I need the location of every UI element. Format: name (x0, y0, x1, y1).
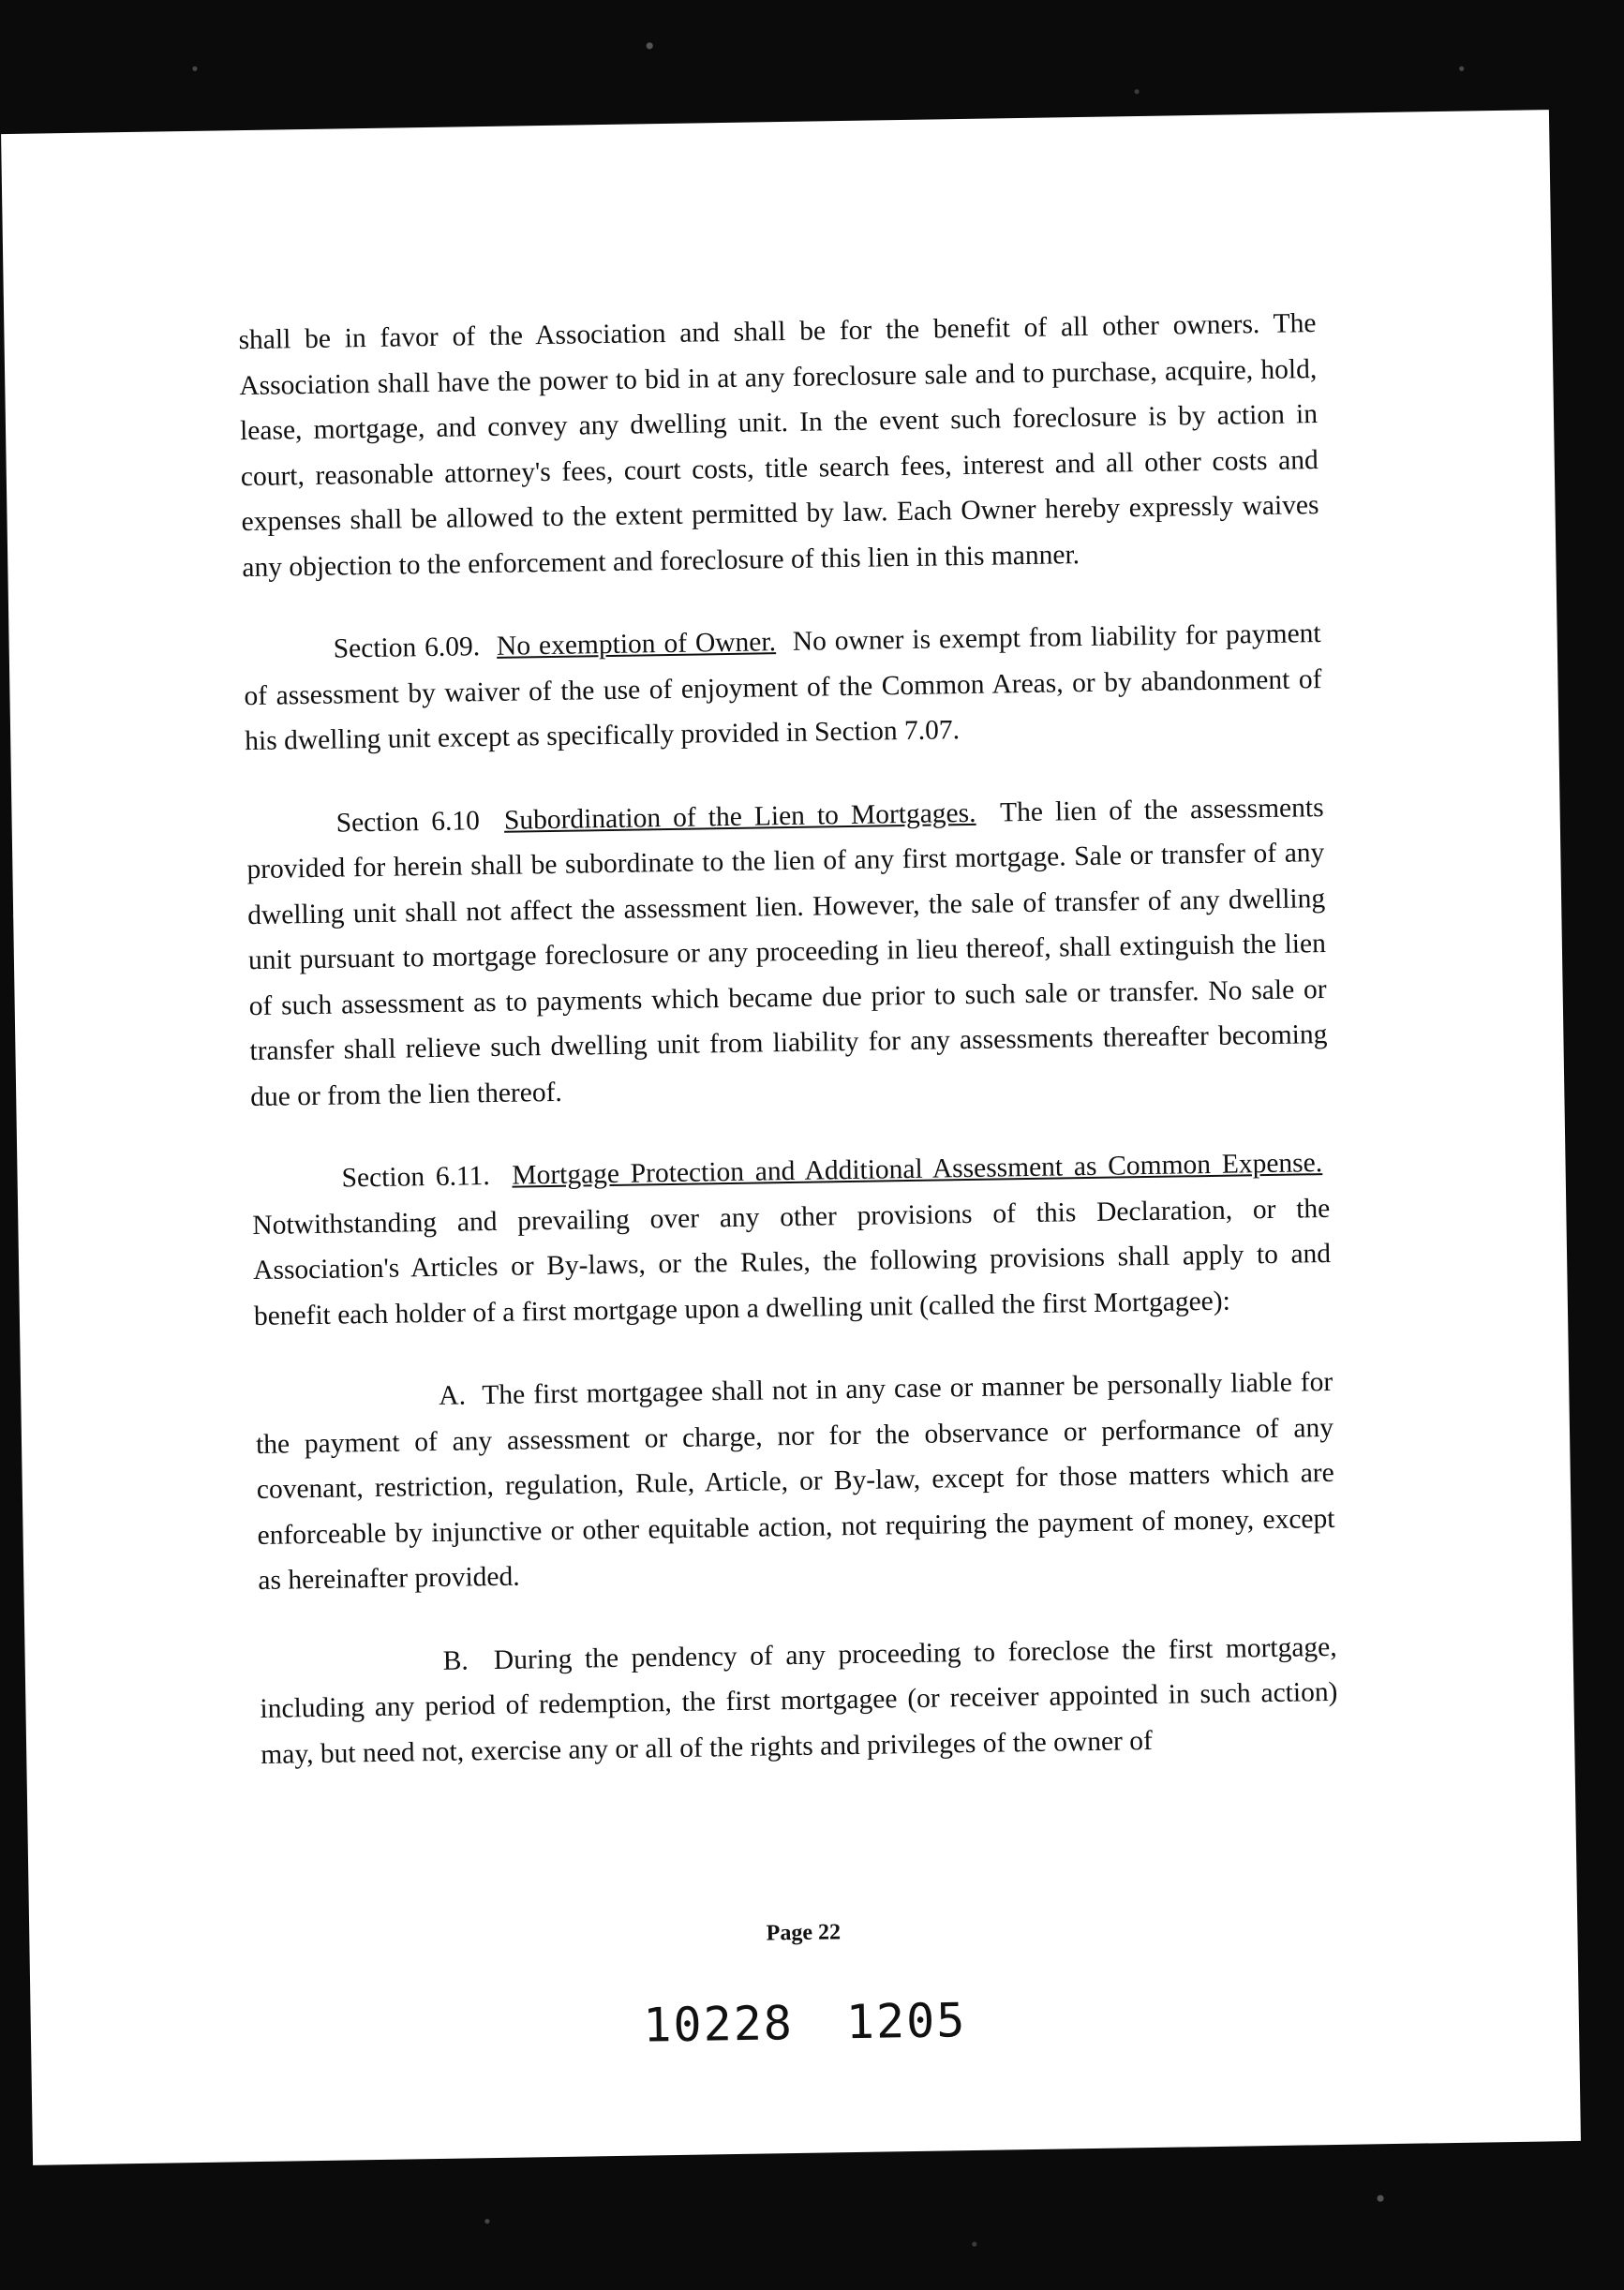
section-number: Section 6.09. (333, 632, 481, 664)
subparagraph-a (255, 1360, 1336, 1604)
page-number: Page 22 (766, 1920, 842, 1946)
document-page (1, 110, 1581, 2165)
document-text (238, 301, 1339, 1815)
stamp-book-number: 10228 (642, 1996, 795, 2053)
section-6-10 (246, 785, 1328, 1121)
recording-stamp (30, 1984, 1579, 2062)
subparagraph-b (259, 1624, 1338, 1777)
paragraph-body: Notwithstanding and prevailing over any other provisions of this Declaration, or the Association's Articles or By-laws, or the Rules, the following provisions shall apply to and benefit each holder of a first mortgage upon a dwelling unit (called the first Mortgagee): (252, 1193, 1332, 1331)
section-title: No exemption of Owner. (496, 627, 777, 662)
subparagraph-body: During the pendency of any proceeding to foreclose the first mortgage, including any period of redemption, the first mortgagee (or receiver appointed in such action) may, but need not, exercise any or all of the rights and privileges of the owner of (260, 1631, 1338, 1770)
section-number: Section 6.10 (335, 805, 481, 839)
section-6-09 (243, 611, 1322, 765)
paragraph-body: The lien of the assessments provided for herein shall be subordinate to the lien of any first mortgage. Sale or transfer of any dwelling unit shall not affect the assessment lien. However, the sale of transfer of any dwelling unit pursuant to mortgage foreclosure or any proceeding in lieu thereof, shall extinguish the lien of such assessment as to payments which became due prior to such sale or transfer. No sale or transfer shall relieve such dwelling unit from liability for any assessments thereafter becoming due or from the lien thereof. (246, 792, 1328, 1112)
paragraph-continuation (238, 301, 1319, 590)
subparagraph-label: B. (442, 1644, 469, 1676)
section-title: Mortgage Protection and Additional Assessment as Common Expense. (512, 1148, 1323, 1191)
paragraph-body: No owner is exempt from liability for payment of assessment by waiver of the use of enjoyment of the Common Areas, or by abandonment of his dwelling unit except as specifically provided in Section 7.07. (244, 618, 1322, 757)
section-title: Subordination of the Lien to Mortgages. (503, 797, 976, 836)
paragraph-body: shall be in favor of the Association and shall be for the benefit of all other owners. The Association shall have the power to bid in at any foreclosure sale and to purchase, acquire, hold, lease, mortgage, and convey any dwelling unit. In the event such foreclosure is by action in court, reasonable attorney's fees, court costs, title search fees, interest and all other costs and expenses shall be allowed to the extent permitted by law. Each Owner hereby expressly waives any objection to the enforcement and foreclosure of this lien in this manner. (238, 308, 1319, 583)
section-6-11 (251, 1140, 1332, 1339)
section-number: Section 6.11. (341, 1161, 491, 1194)
subparagraph-body: The first mortgagee shall not in any case or manner be personally liable for the payment of any assessment or charge, nor for the observance or performance of any covenant, restriction, regulation, Rule, Article, or By-law, except for those matters which are enforceable by injunctive or other equitable action, not requiring the payment of money, except as hereinafter provided. (255, 1366, 1335, 1596)
stamp-page-number: 1205 (845, 1993, 967, 2050)
subparagraph-label: A. (439, 1380, 467, 1411)
